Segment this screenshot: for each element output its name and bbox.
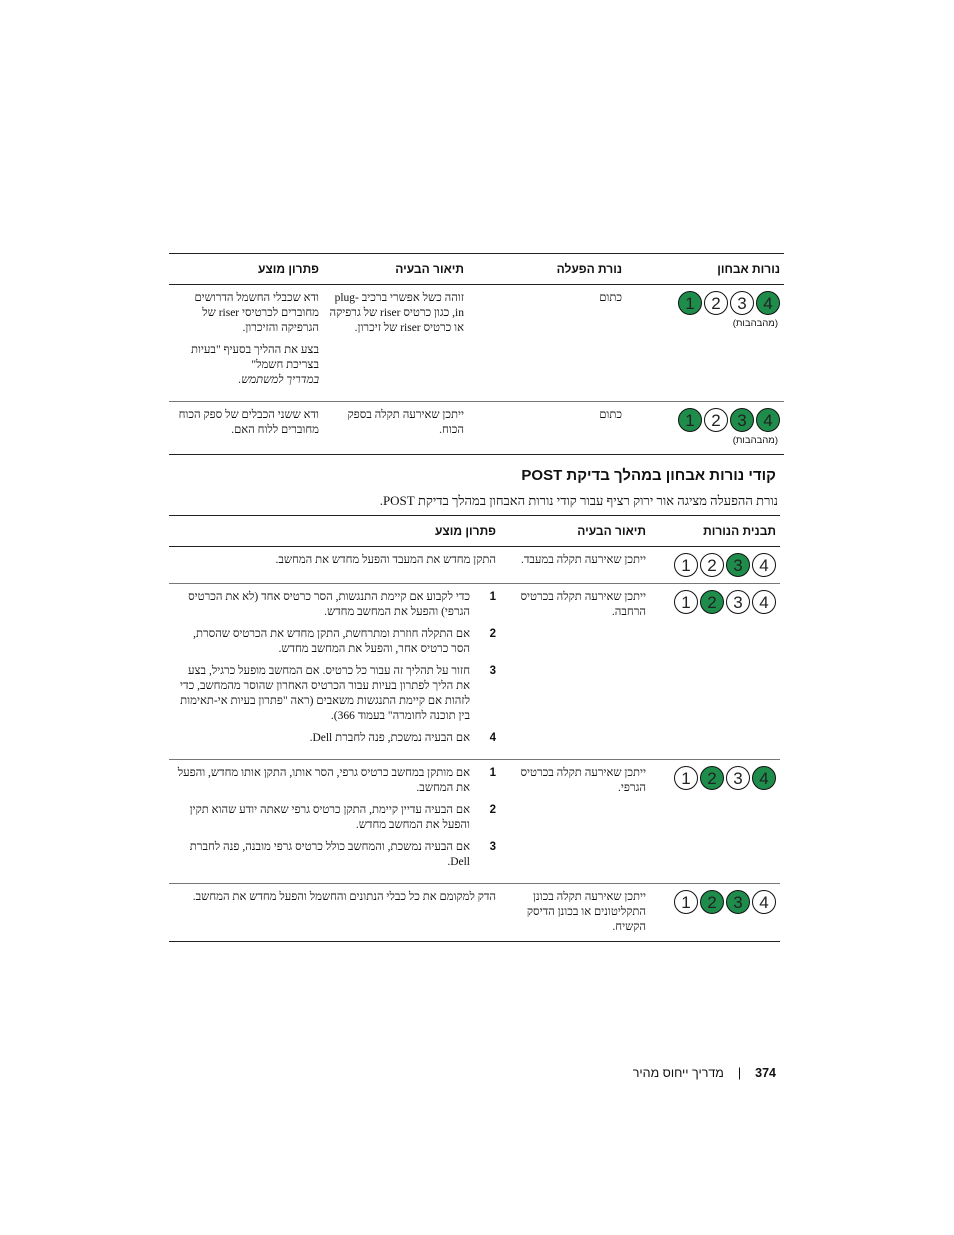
col-header-solution: פתרון מוצע	[258, 262, 319, 276]
led-pattern	[678, 408, 780, 432]
table-row	[169, 402, 784, 455]
diagnostic-light-1-off: 1	[674, 766, 698, 790]
diagnostic-light-1-off: 1	[674, 590, 698, 614]
solution-step: 1 כדי לקבוע אם קיימת התנגשות, הסר כרטיס אחד (לא את הכרטיס הגרפי) והפעל את המחשב מחדש.	[188, 591, 496, 618]
suggested-solution	[169, 760, 500, 884]
col-header-description: תיאור הבעיה	[395, 262, 464, 276]
problem-description: ייתכן שאירעה תקלה בספק הכוח.	[347, 409, 464, 436]
solution-steps	[173, 766, 496, 870]
diagnostic-light-3-on: 3	[726, 890, 750, 914]
suggested-solution	[169, 285, 323, 402]
diagnostic-light-2-off: 2	[700, 553, 724, 577]
diagnostic-light-4-on: 4	[752, 766, 776, 790]
diagnostic-light-4-off: 4	[752, 890, 776, 914]
solution-step: 1 אם מותקן במחשב כרטיס גרפי, הסר אותו, התקן אותו מחדש, והפעל את המחשב.	[177, 767, 496, 794]
diagnostic-light-4-on: 4	[756, 408, 780, 432]
col-header-solution: פתרון מוצע	[435, 524, 496, 538]
power-light-state: כתום	[599, 292, 622, 304]
footer-separator: |	[737, 1066, 742, 1080]
diagnostic-light-3-off: 3	[726, 590, 750, 614]
solution-step: 3 חזור על תהליך זה עבור כל כרטיס. אם המחשב מופעל כרגיל, בצע את הליך לפתרון בעיות עבור הכרטיס האחרון שהוסר מהמחשב, כדי לזהות אם קיימת התנגשות משאבים (ראה "פתרון בעיות אי-תאימות בין תוכנה לחומרה" בעמוד 366).	[180, 665, 496, 722]
post-diagnostic-codes-table	[169, 515, 780, 942]
page-number: 374	[755, 1066, 776, 1080]
suggested-solution: הדק למקומם את כל כבלי הנתונים והחשמל והפעל מחדש את המחשב.	[192, 891, 496, 903]
col-header-lights: נורות אבחון	[717, 262, 780, 276]
led-pattern	[674, 553, 776, 577]
solution-step: 4 אם הבעיה נמשכת, פנה לחברת Dell.	[309, 732, 496, 744]
diagnostic-light-2-off: 2	[704, 408, 728, 432]
col-header-power: נורת הפעלה	[556, 262, 622, 276]
problem-description: ייתכן שאירעה תקלה במעבד.	[520, 554, 646, 566]
diagnostic-light-2-on: 2	[700, 890, 724, 914]
table-header-row	[169, 254, 784, 285]
problem-description: ייתכן שאירעה תקלה בכרטיס הרחבה.	[520, 591, 646, 618]
table-row	[169, 760, 780, 884]
table-row	[169, 884, 780, 942]
col-header-description: תיאור הבעיה	[577, 524, 646, 538]
led-pattern	[674, 766, 776, 790]
diagnostic-light-3-off: 3	[730, 291, 754, 315]
section-heading: קודי נורות אבחון במהלך בדיקת POST	[521, 467, 776, 484]
table-row	[169, 285, 784, 402]
diagnostic-light-1-on: 1	[678, 291, 702, 315]
diagnostic-light-4-on: 4	[756, 291, 780, 315]
suggested-solution	[169, 584, 500, 760]
diagnostic-light-1-off: 1	[674, 553, 698, 577]
problem-description: זוהה כשל אפשרי ברכיב plug-in, כגון כרטיס riser של גרפיקה או כרטיס riser של זיכרון.	[329, 292, 464, 334]
led-pattern	[678, 291, 780, 315]
diagnostic-light-4-off: 4	[752, 590, 776, 614]
page-footer	[633, 1066, 776, 1080]
solution-text: ודא שכבלי החשמל הדרושים מחוברים לכרטיסי riser של הגרפיקה והזיכרון.	[194, 292, 319, 334]
diagnostic-light-3-on: 3	[726, 553, 750, 577]
solution-reference: במדריך למשתמש.	[238, 374, 319, 386]
blinking-note: (מהבהבות)	[732, 435, 778, 446]
solution-step: 2 אם התקלה חוזרת ומתרחשת, התקן מחדש את הכרטיס שהסרת, הסר כרטיס אחר, והפעל את המחשב מחדש.	[193, 628, 496, 655]
suggested-solution: ודא ששני הכבלים של ספק הכוח מחוברים ללוח האם.	[178, 409, 319, 436]
power-light-state: כתום	[599, 409, 622, 421]
diagnostic-light-3-on: 3	[730, 408, 754, 432]
led-pattern	[674, 590, 776, 614]
diagnostic-lights-table-continued	[169, 253, 784, 455]
blinking-note: (מהבהבות)	[732, 318, 778, 329]
diagnostic-light-4-off: 4	[752, 553, 776, 577]
suggested-solution: התקן מחדש את המעבד והפעל מחדש את המחשב.	[275, 554, 496, 566]
diagnostic-light-1-on: 1	[678, 408, 702, 432]
table-row	[169, 584, 780, 760]
solution-text: בצע את ההליך בסעיף "בעיות בצריכת חשמל"	[190, 344, 319, 371]
solution-steps	[173, 590, 496, 746]
table-header-row	[169, 516, 780, 547]
col-header-light-pattern: תבנית הנורות	[703, 524, 776, 538]
diagnostic-light-1-off: 1	[674, 890, 698, 914]
diagnostic-light-2-on: 2	[700, 590, 724, 614]
section-intro: נורת ההפעלה מציגה אור ירוק רציף עבור קודי נורות האבחון במהלך בדיקת POST.	[379, 493, 778, 508]
diagnostic-light-3-off: 3	[726, 766, 750, 790]
solution-step: 3 אם הבעיה נמשכת, והמחשב כולל כרטיס גרפי מובנה, פנה לחברת Dell.	[189, 841, 496, 868]
diagnostic-light-2-on: 2	[700, 766, 724, 790]
document-title: מדריך ייחוס מהיר	[632, 1066, 724, 1080]
problem-description: ייתכן שאירעה תקלה בכונן התקליטונים או בכונן הדיסק הקשיח.	[526, 891, 646, 933]
diagnostic-light-2-off: 2	[704, 291, 728, 315]
table-row	[169, 547, 780, 584]
solution-step: 2 אם הבעיה עדיין קיימת, התקן כרטיס גרפי שאתה יודע שהוא תקין והפעל את המחשב מחדש.	[189, 804, 496, 831]
led-pattern	[674, 890, 776, 914]
problem-description: ייתכן שאירעה תקלה בכרטיס הגרפי.	[520, 767, 646, 794]
